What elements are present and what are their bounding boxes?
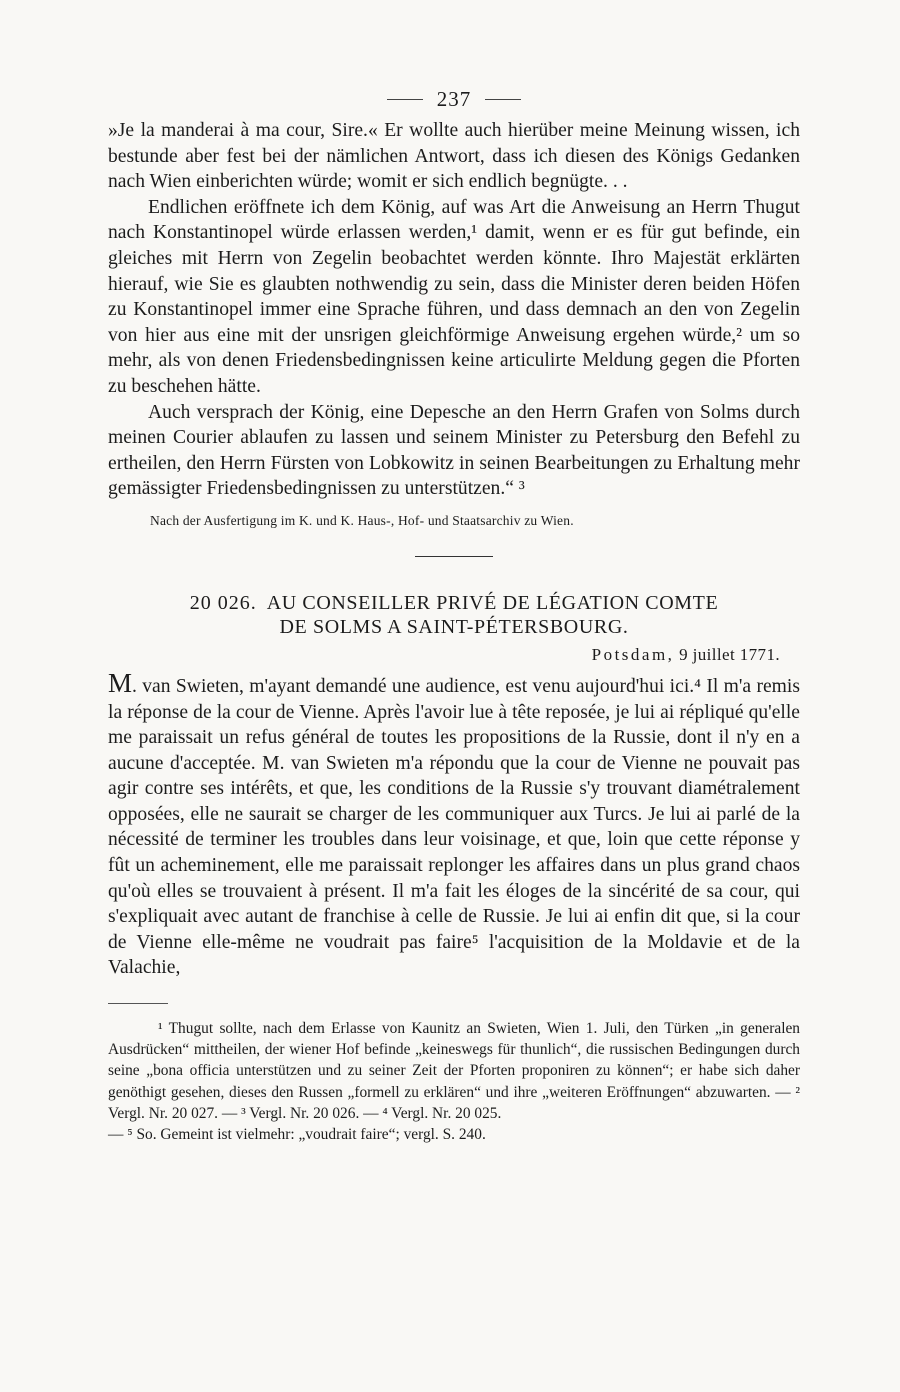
book-page: [108, 84, 800, 1145]
document-title-line-1: [108, 591, 800, 615]
paragraph-3: Auch versprach der König, eine Depesche an den Herrn Grafen von Solms durch meinen Courier ablaufen zu lassen und seinem Minister zu Petersburg den Befehl zu ertheilen, den Herrn Fürsten von Lobkowitz in seinen Bearbeitungen zu Erhaltung mehr gemässigter Friedensbedingnissen zu unterstützen.“ ³: [108, 401, 800, 500]
document-number: 20 026.: [189, 591, 257, 614]
footnotes: [108, 1018, 800, 1145]
letter-body-text: . van Swieten, m'ayant demandé une audience, est venu aujourd'hui ici.⁴ Il m'a remis la réponse de la cour de Vienne. Après l'avoir lue à tête reposée, je lui ai répliqué qu'elle me paraissait un refus général de toutes les propositions de la Russie, dont il n'y en a aucune d'acceptée. M. van Swieten m'a répondu que la cour de Vienne ne pouvait pas agir contre ses intérêts, et que, les conditions de la Russie s'y trouvant diamétralement opposées, elle ne saurait se charger de les communiquer aux Turcs. Je lui ai parlé de la nécessité de terminer les troubles dans leur voisinage, et que, loin que cette réponse y fût un acheminement, elle me paraissait replonger les affaires dans un plus grand chaos qu'où elles se trouvaient à présent. Il m'a fait les éloges de la sincérité de sa cour, qui s'expliquait avec autant de franchise à celle de Russie. Je lui ai enfin dit que, si la cour de Vienne elle-même ne voudrait pas faire⁵ l'acquisition de la Moldavie et de la Valachie,: [108, 675, 800, 979]
document-title-text-1: AU CONSEILLER PRIVÉ DE LÉGATION COMTE: [266, 591, 719, 614]
paragraph-2: Endlichen eröffnete ich dem König, auf was Art die Anweisung an Herrn Thugut nach Konstantinopel würde erlassen werden,¹ damit, wenn er es für gut befinde, ein gleiches mit Herrn von Zegelin beobachtet werden könnte. Ihro Majestät erklärten hierauf, wie Sie es glaubten nothwendig zu sein, dass die Minister deren beiden Höfen zu Konstantinopel immer eine Sprache führen, und dass demnach an den von Zegelin von hier aus eine mit der unsrigen gleichförmige Anweisung ergehen würde,² um so mehr, als von denen Friedensbedingnissen keine articulirte Meldung gegen die Pforten zu beschehen hätte.: [108, 196, 800, 397]
document-title-line-2: DE SOLMS A SAINT-PÉTERSBOURG.: [279, 615, 629, 638]
source-note: Nach der Ausfertigung im K. und K. Haus-, Hof- und Staatsarchiv zu Wien.: [150, 512, 574, 528]
footnote-1: ¹ Thugut sollte, nach dem Erlasse von Kaunitz an Swieten, Wien 1. Juli, den Türken „in generalen Ausdrücken“ mittheilen, der wiener Hof befinde „keineswegs für thunlich“, die russischen Bedingungen durch seine „bona officia unterstützen und zu seiner Zeit der Pforten proponiren zu können“; er habe sich daher genöthigt gesehen, dieses den Russen „formell zu erklären“ und ihre „weiteren Eröffnungen“ abzuwarten. — ² Vergl. Nr. 20 027. — ³ Vergl. Nr. 20 026. — ⁴ Vergl. Nr. 20 025.: [108, 1020, 800, 1122]
footnote-rule: [108, 1003, 168, 1004]
dateline-place: Potsdam,: [591, 644, 675, 664]
dateline-date: 9 juillet 1771.: [679, 644, 780, 664]
page-number: 237: [436, 86, 472, 111]
dateline: [108, 643, 780, 667]
header-dash-left: [387, 99, 423, 100]
paragraph-1: »Je la manderai à ma cour, Sire.« Er wollte auch hierüber meine Meinung wissen, ich bestunde aber fest bei der nämlichen Antwort, dass ich diesen des Königs Gedanken nach Wien einberichten würde; womit er sich endlich begnügte. . .: [108, 120, 800, 193]
document-heading: [108, 591, 800, 639]
header-dash-right: [485, 99, 521, 100]
initial-letter: M: [108, 667, 133, 698]
letter-body: [108, 667, 800, 981]
page-header: [108, 84, 800, 114]
footnote-2: — ⁵ So. Gemeint ist vielmehr: „voudrait faire“; vergl. S. 240.: [108, 1126, 486, 1144]
section-divider: [415, 556, 493, 557]
